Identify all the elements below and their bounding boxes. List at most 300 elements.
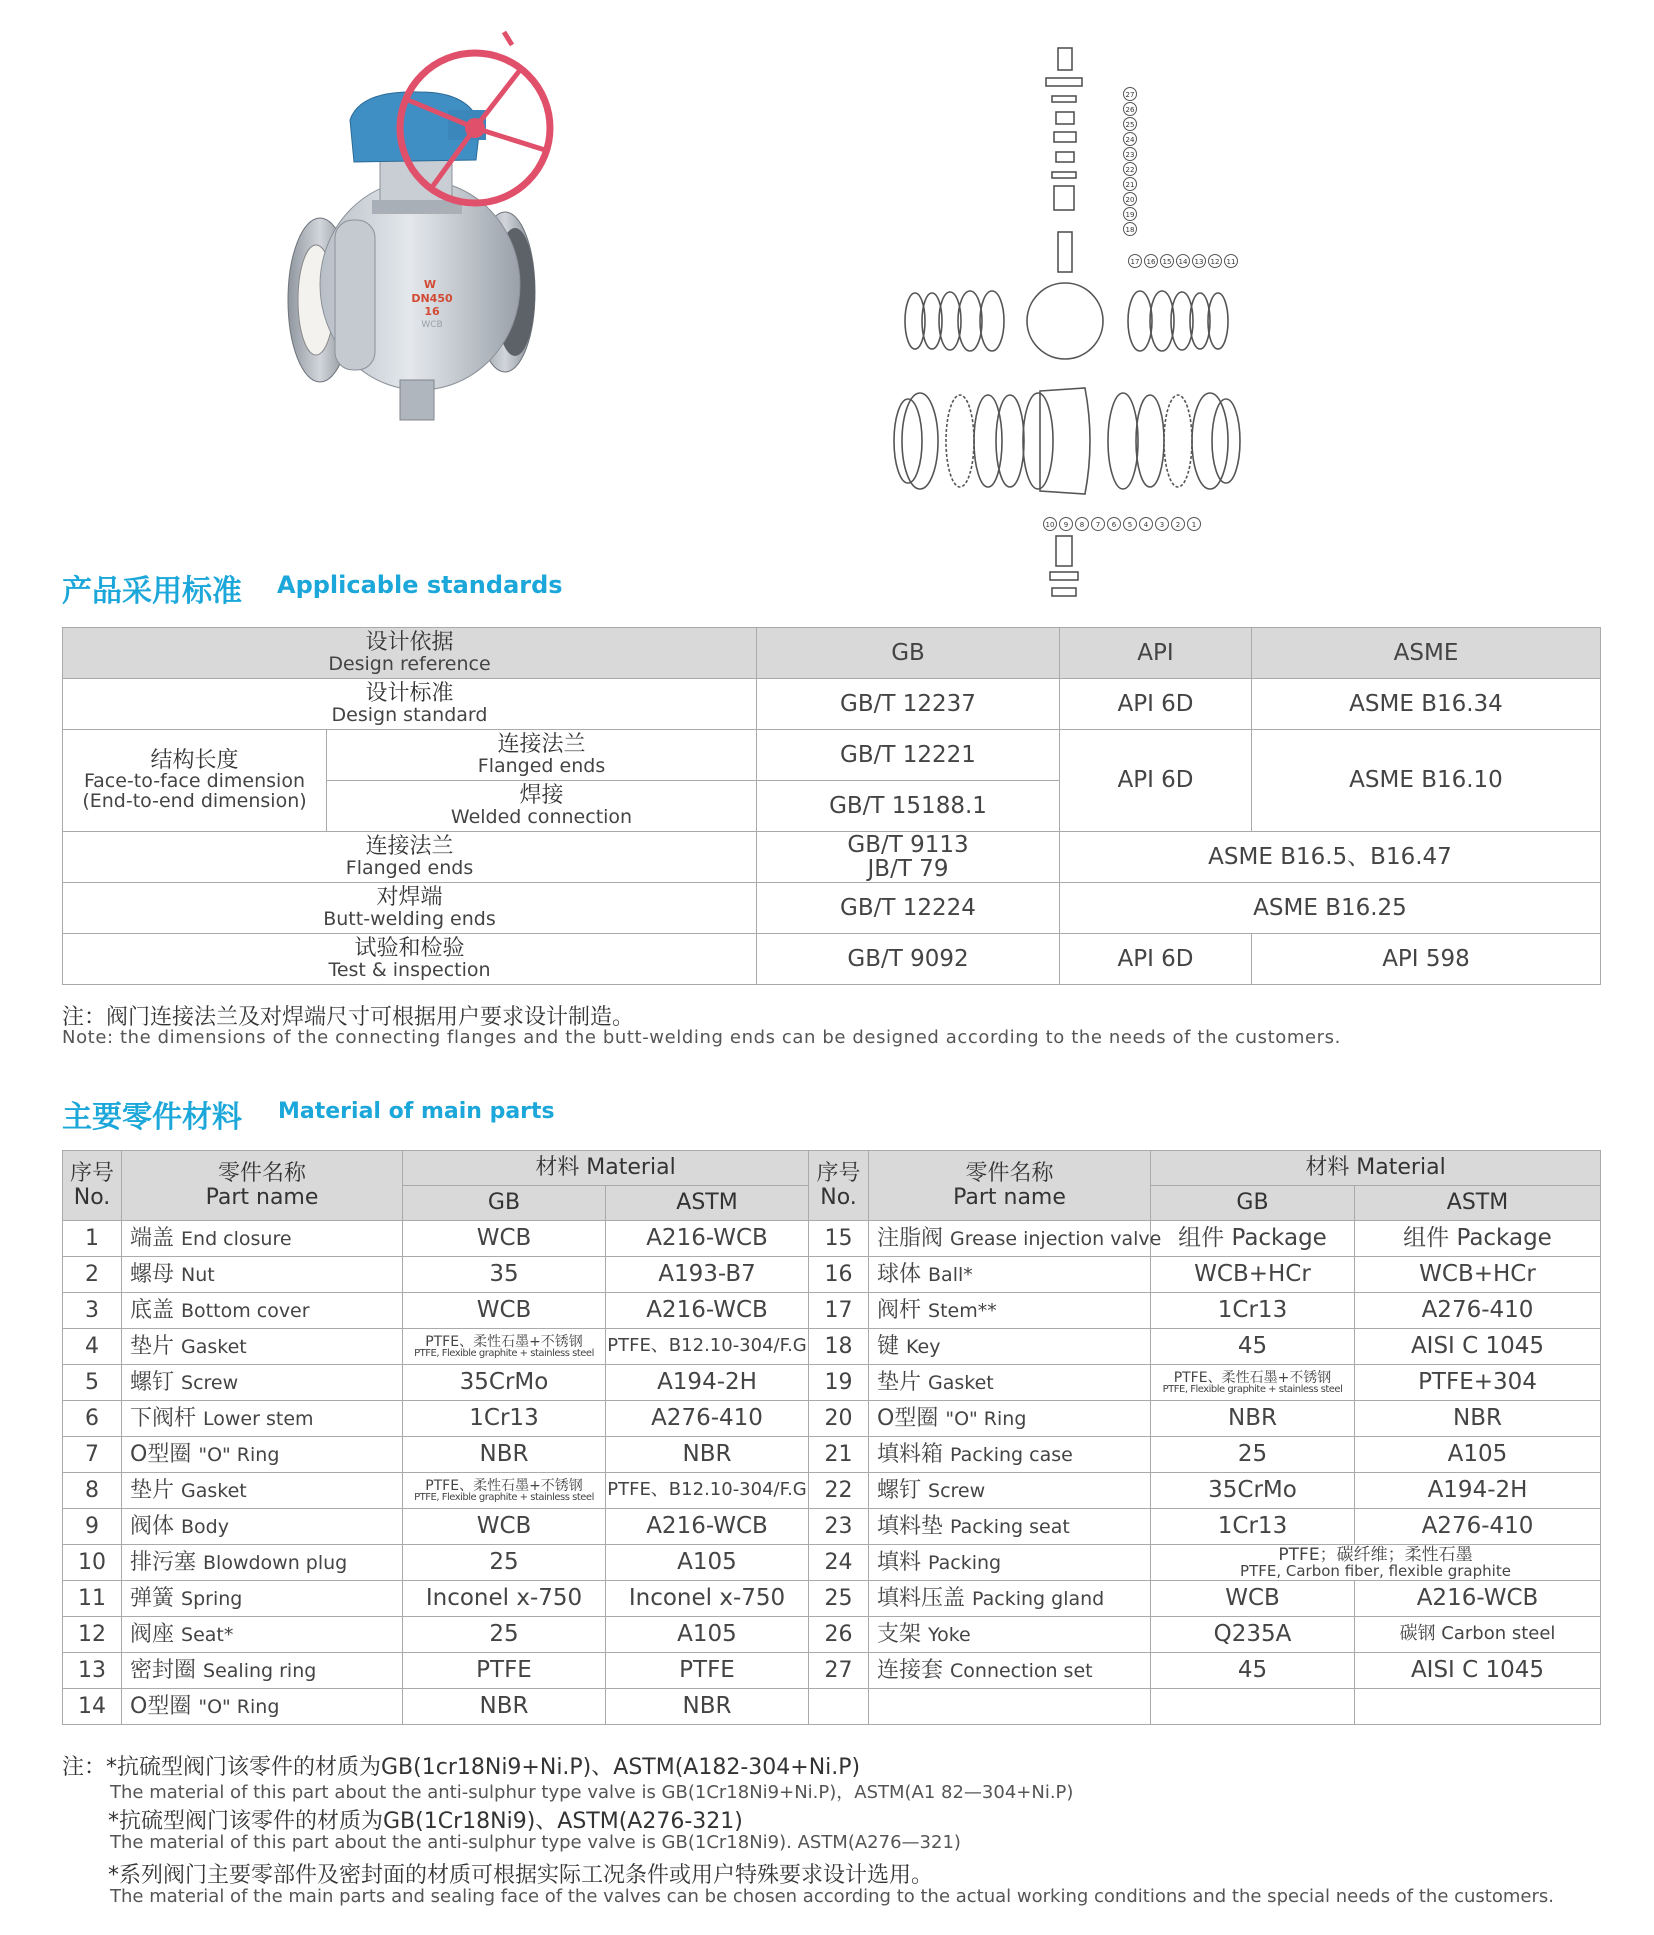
materials-body bbox=[63, 1221, 1601, 1725]
part-name-cn: 阀座 bbox=[130, 1621, 175, 1647]
standards-header-row bbox=[63, 628, 1601, 679]
part-name-cn: 键 bbox=[877, 1333, 900, 1359]
test-label bbox=[63, 934, 757, 985]
materials-table bbox=[62, 1150, 1601, 1725]
part-name-en: Yoke bbox=[928, 1623, 971, 1646]
part-no: 3 bbox=[63, 1293, 122, 1329]
note-1-cn: 注：*抗硫型阀门该零件的材质为GB(1cr18Ni9+Ni.P)、ASTM(A182-304+Ni.P) bbox=[62, 1755, 861, 1780]
material-span bbox=[1151, 1545, 1601, 1581]
header-material-right: 材料 Material bbox=[1151, 1151, 1601, 1186]
material-gb-cn: PTFE、柔性石墨+不锈钢 bbox=[425, 1477, 583, 1494]
callout-label: 8 bbox=[1079, 521, 1085, 529]
note-1-en: The material of this part about the anti-sulphur type valve is GB(1Cr18Ni9+Ni.P)，ASTM(A1 82—304+Ni.P) bbox=[110, 1782, 1074, 1803]
part-no: 11 bbox=[63, 1581, 122, 1617]
part-name-en: Packing case bbox=[950, 1443, 1073, 1466]
callout-label: 4 bbox=[1143, 521, 1149, 529]
butt-gb: GB/T 12224 bbox=[757, 883, 1060, 934]
callout-label: 15 bbox=[1162, 258, 1172, 266]
f2f-flanged-en: Flanged ends bbox=[477, 754, 606, 777]
exploded-view-graphic bbox=[880, 36, 1310, 616]
materials-title-cn: 主要零件材料 bbox=[62, 1100, 242, 1135]
exploded-view bbox=[880, 36, 1310, 616]
part-name-cn: 阀体 bbox=[130, 1513, 175, 1539]
flanged-gb2: JB/T 79 bbox=[867, 856, 949, 882]
part-name-cn: O型圈 bbox=[130, 1693, 192, 1719]
part-no: 27 bbox=[809, 1653, 869, 1689]
part-name-cell bbox=[122, 1257, 403, 1293]
material-gb: WCB+HCr bbox=[1151, 1257, 1355, 1293]
part-name-cn: 底盖 bbox=[130, 1297, 175, 1323]
material-gb: Q235A bbox=[1151, 1617, 1355, 1653]
part-name-en: Screw bbox=[928, 1479, 986, 1502]
header-part-en: Part name bbox=[205, 1184, 319, 1210]
part-no: 22 bbox=[809, 1473, 869, 1509]
material-gb bbox=[1151, 1365, 1355, 1401]
header-part-en-r: Part name bbox=[953, 1184, 1066, 1210]
standards-table bbox=[62, 627, 1601, 985]
part-name-cell bbox=[869, 1221, 1162, 1257]
part-name-cell bbox=[122, 1473, 403, 1509]
part-no: 10 bbox=[63, 1545, 122, 1581]
material-astm: A105 bbox=[606, 1617, 809, 1653]
header-part-cn-r: 零件名称 bbox=[965, 1161, 1054, 1187]
valve-photo-graphic bbox=[280, 30, 660, 440]
part-name-en: "O" Ring bbox=[198, 1695, 280, 1718]
materials-row bbox=[63, 1365, 1601, 1401]
part-no: 18 bbox=[809, 1329, 869, 1365]
material-gb: 35CrMo bbox=[403, 1365, 606, 1401]
material-astm: A276-410 bbox=[1355, 1293, 1601, 1329]
header-design-reference bbox=[63, 628, 757, 679]
test-asme: API 598 bbox=[1252, 934, 1601, 985]
materials-row bbox=[63, 1653, 1601, 1689]
materials-row bbox=[63, 1437, 1601, 1473]
butt-label bbox=[63, 883, 757, 934]
header-ref-cn: 设计依据 bbox=[365, 630, 454, 656]
standards-title-cn: 产品采用标准 bbox=[62, 574, 242, 609]
design-cn: 设计标准 bbox=[365, 681, 454, 707]
callout-label: 24 bbox=[1125, 136, 1135, 144]
part-name-cell bbox=[869, 1293, 1151, 1329]
header-gb: GB bbox=[757, 628, 1060, 679]
part-name-cn: 支架 bbox=[877, 1621, 922, 1647]
material-astm: PTFE bbox=[606, 1653, 809, 1689]
header-no-cn-r: 序号 bbox=[816, 1161, 861, 1187]
callouts-mid bbox=[1129, 255, 1238, 268]
material-astm: NBR bbox=[1355, 1401, 1601, 1437]
part-name-cell bbox=[122, 1437, 403, 1473]
part-name-cn: 下阀杆 bbox=[130, 1405, 197, 1431]
part-name-cn: 螺钉 bbox=[877, 1477, 922, 1503]
header-no-left bbox=[63, 1151, 122, 1221]
part-no: 4 bbox=[63, 1329, 122, 1365]
part-name-cell bbox=[869, 1617, 1151, 1653]
part-name-cn: 阀杆 bbox=[877, 1297, 922, 1323]
part-name-en: Nut bbox=[181, 1263, 215, 1286]
row-f2f-flanged bbox=[63, 730, 1601, 781]
header-astm-left: ASTM bbox=[606, 1186, 809, 1221]
material-gb: WCB bbox=[1151, 1581, 1355, 1617]
callout-label: 10 bbox=[1045, 521, 1055, 529]
material-astm: A216-WCB bbox=[606, 1293, 809, 1329]
f2f-asme: ASME B16.10 bbox=[1252, 730, 1601, 832]
material-astm: 组件 Package bbox=[1355, 1221, 1601, 1257]
part-name-cell bbox=[122, 1329, 403, 1365]
part-name-cell bbox=[869, 1545, 1151, 1581]
part-name-cn: 连接套 bbox=[877, 1657, 944, 1683]
material-gb: WCB bbox=[403, 1293, 606, 1329]
part-name-en: Packing gland bbox=[972, 1587, 1105, 1610]
callout-label: 7 bbox=[1095, 521, 1101, 529]
test-api: API 6D bbox=[1060, 934, 1252, 985]
part-name-cn: 填料垫 bbox=[877, 1513, 944, 1539]
material-astm: A276-410 bbox=[1355, 1509, 1601, 1545]
materials-row bbox=[63, 1545, 1601, 1581]
material-gb: 25 bbox=[403, 1545, 606, 1581]
part-no: 8 bbox=[63, 1473, 122, 1509]
flanged-cn: 连接法兰 bbox=[365, 834, 454, 860]
header-material-left: 材料 Material bbox=[403, 1151, 809, 1186]
materials-row bbox=[63, 1473, 1601, 1509]
material-span-cn: PTFE；碳纤维；柔性石墨 bbox=[1278, 1544, 1473, 1565]
material-gb: 1Cr13 bbox=[1151, 1509, 1355, 1545]
empty-cell bbox=[809, 1689, 869, 1725]
material-astm: A216-WCB bbox=[1355, 1581, 1601, 1617]
part-name-cell bbox=[869, 1653, 1151, 1689]
callout-label: 27 bbox=[1125, 91, 1135, 99]
part-name-en: Seat* bbox=[181, 1623, 234, 1646]
callout-label: 6 bbox=[1111, 521, 1117, 529]
callout-label: 25 bbox=[1125, 121, 1135, 129]
material-astm: Inconel x-750 bbox=[606, 1581, 809, 1617]
materials-row bbox=[63, 1617, 1601, 1653]
material-astm: PTFE、B12.10-304/F.G bbox=[606, 1473, 809, 1509]
part-name-cn: 球体 bbox=[877, 1261, 922, 1287]
part-name-en: Bottom cover bbox=[181, 1299, 310, 1322]
header-no-cn: 序号 bbox=[69, 1161, 114, 1187]
material-gb: NBR bbox=[403, 1689, 606, 1725]
materials-row bbox=[63, 1293, 1601, 1329]
part-name-cn: 端盖 bbox=[130, 1225, 175, 1251]
material-astm: A105 bbox=[1355, 1437, 1601, 1473]
part-name-cell bbox=[122, 1293, 403, 1329]
part-no: 15 bbox=[809, 1221, 869, 1257]
part-name-cn: 填料 bbox=[877, 1549, 922, 1575]
design-en: Design standard bbox=[331, 703, 488, 726]
part-name-en: Screw bbox=[181, 1371, 239, 1394]
part-name-en: Spring bbox=[181, 1587, 243, 1610]
test-en: Test & inspection bbox=[328, 958, 491, 981]
callout-label: 5 bbox=[1127, 521, 1133, 529]
part-name-en: Gasket bbox=[928, 1371, 994, 1394]
materials-notes bbox=[62, 1750, 1602, 1912]
header-part-right bbox=[869, 1151, 1151, 1221]
part-no: 12 bbox=[63, 1617, 122, 1653]
butt-en: Butt-welding ends bbox=[323, 907, 496, 930]
header-ref-en: Design reference bbox=[328, 652, 491, 675]
row-butt-welding bbox=[63, 883, 1601, 934]
material-gb: WCB bbox=[403, 1221, 606, 1257]
part-name-cn: O型圈 bbox=[130, 1441, 192, 1467]
butt-asme: ASME B16.25 bbox=[1060, 883, 1601, 934]
part-no: 24 bbox=[809, 1545, 869, 1581]
part-name-cn: 螺母 bbox=[130, 1261, 175, 1287]
part-name-cell bbox=[122, 1653, 403, 1689]
part-name-cell bbox=[869, 1365, 1151, 1401]
material-astm: PTFE、B12.10-304/F.G bbox=[606, 1329, 809, 1365]
empty-cell bbox=[1151, 1689, 1355, 1725]
material-astm: A193-B7 bbox=[606, 1257, 809, 1293]
standards-note-cn: 注：阀门连接法兰及对焊端尺寸可根据用户要求设计制造。 bbox=[62, 1005, 635, 1030]
part-name-cn: 螺钉 bbox=[130, 1369, 175, 1395]
empty-cell bbox=[1355, 1689, 1601, 1725]
callout-label: 9 bbox=[1063, 521, 1069, 529]
material-astm: AISI C 1045 bbox=[1355, 1329, 1601, 1365]
f2f-api: API 6D bbox=[1060, 730, 1252, 832]
test-cn: 试验和检验 bbox=[354, 936, 465, 962]
f2f-en2: (End-to-end dimension) bbox=[82, 790, 307, 813]
material-astm: A105 bbox=[606, 1545, 809, 1581]
row-flanged-ends bbox=[63, 832, 1601, 883]
part-no: 26 bbox=[809, 1617, 869, 1653]
material-astm: A276-410 bbox=[606, 1401, 809, 1437]
callout-label: 3 bbox=[1159, 521, 1165, 529]
material-gb: NBR bbox=[403, 1437, 606, 1473]
materials-row bbox=[63, 1509, 1601, 1545]
part-name-cell bbox=[869, 1401, 1151, 1437]
f2f-welded-label bbox=[327, 781, 757, 832]
part-name-cn: O型圈 bbox=[877, 1405, 939, 1431]
part-name-cell bbox=[869, 1437, 1151, 1473]
material-gb: 25 bbox=[1151, 1437, 1355, 1473]
callout-label: 18 bbox=[1125, 226, 1135, 234]
part-no: 16 bbox=[809, 1257, 869, 1293]
part-no: 25 bbox=[809, 1581, 869, 1617]
f2f-flanged-gb: GB/T 12221 bbox=[757, 730, 1060, 781]
material-gb bbox=[403, 1329, 606, 1365]
callouts-bot bbox=[1044, 518, 1201, 531]
callout-label: 14 bbox=[1178, 258, 1188, 266]
part-name-cell bbox=[869, 1509, 1151, 1545]
material-gb-cn: PTFE、柔性石墨+不锈钢 bbox=[425, 1333, 583, 1350]
note-2-en: The material of this part about the anti-sulphur type valve is GB(1Cr18Ni9). ASTM(A276—321) bbox=[110, 1832, 961, 1853]
header-gb-right: GB bbox=[1151, 1186, 1355, 1221]
callout-label: 19 bbox=[1125, 211, 1135, 219]
material-gb: 组件 Package bbox=[1151, 1221, 1355, 1257]
note-3-en: The material of the main parts and sealing face of the valves can be chosen according to the actual working conditions and the special needs of the customers. bbox=[110, 1886, 1554, 1907]
material-gb: 25 bbox=[403, 1617, 606, 1653]
part-name-en: Grease injection valve bbox=[950, 1227, 1162, 1250]
empty-cell bbox=[869, 1689, 1151, 1725]
callout-label: 22 bbox=[1125, 166, 1135, 174]
callout-label: 21 bbox=[1125, 181, 1135, 189]
part-no: 13 bbox=[63, 1653, 122, 1689]
part-no: 1 bbox=[63, 1221, 122, 1257]
callout-label: 13 bbox=[1194, 258, 1204, 266]
f2f-welded-en: Welded connection bbox=[450, 805, 633, 828]
callout-label: 23 bbox=[1125, 151, 1135, 159]
design-asme: ASME B16.34 bbox=[1252, 679, 1601, 730]
header-part-cn: 零件名称 bbox=[217, 1161, 306, 1187]
header-astm-right: ASTM bbox=[1355, 1186, 1601, 1221]
butt-cn: 对焊端 bbox=[376, 885, 443, 911]
part-name-cell bbox=[869, 1581, 1151, 1617]
part-name-en: End closure bbox=[181, 1227, 292, 1250]
part-name-en: Lower stem bbox=[203, 1407, 314, 1430]
materials-row bbox=[63, 1401, 1601, 1437]
part-name-en: Packing seat bbox=[950, 1515, 1070, 1538]
material-gb bbox=[403, 1473, 606, 1509]
part-no: 5 bbox=[63, 1365, 122, 1401]
standards-title-en: Applicable standards bbox=[277, 571, 563, 599]
f2f-cn: 结构长度 bbox=[150, 748, 239, 774]
material-gb: 35CrMo bbox=[1151, 1473, 1355, 1509]
note-2-cn: *抗硫型阀门该零件的材质为GB(1Cr18Ni9)、ASTM(A276-321) bbox=[108, 1809, 743, 1834]
material-gb-en: PTFE, Flexible graphite + stainless steel bbox=[414, 1491, 594, 1503]
part-name-cell bbox=[869, 1473, 1151, 1509]
material-astm: NBR bbox=[606, 1689, 809, 1725]
material-astm: NBR bbox=[606, 1437, 809, 1473]
flanged-asme: ASME B16.5、B16.47 bbox=[1060, 832, 1601, 883]
marking-pressure: 16 bbox=[424, 305, 440, 318]
part-name-en: Packing bbox=[928, 1551, 1002, 1574]
part-name-cn: 弹簧 bbox=[130, 1585, 175, 1611]
callout-label: 20 bbox=[1125, 196, 1135, 204]
callouts-top bbox=[1124, 88, 1137, 236]
flanged-label bbox=[63, 832, 757, 883]
part-name-cn: 垫片 bbox=[877, 1369, 922, 1395]
header-no-en: No. bbox=[73, 1184, 111, 1210]
part-no: 20 bbox=[809, 1401, 869, 1437]
part-name-cell bbox=[869, 1329, 1151, 1365]
part-no: 17 bbox=[809, 1293, 869, 1329]
material-gb: 45 bbox=[1151, 1329, 1355, 1365]
part-name-cell bbox=[122, 1221, 403, 1257]
part-name-en: Gasket bbox=[181, 1479, 247, 1502]
valve-photo bbox=[280, 30, 660, 440]
part-name-en: "O" Ring bbox=[198, 1443, 280, 1466]
part-name-en: Key bbox=[906, 1335, 941, 1358]
material-astm: PTFE+304 bbox=[1355, 1365, 1601, 1401]
part-name-en: Connection set bbox=[950, 1659, 1093, 1682]
material-gb: WCB bbox=[403, 1509, 606, 1545]
part-name-en: "O" Ring bbox=[945, 1407, 1027, 1430]
part-name-cn: 排污塞 bbox=[130, 1549, 197, 1575]
header-no-right bbox=[809, 1151, 869, 1221]
design-gb: GB/T 12237 bbox=[757, 679, 1060, 730]
part-name-cn: 垫片 bbox=[130, 1477, 175, 1503]
part-no: 21 bbox=[809, 1437, 869, 1473]
material-astm: A216-WCB bbox=[606, 1509, 809, 1545]
material-astm: AISI C 1045 bbox=[1355, 1653, 1601, 1689]
materials-row bbox=[63, 1581, 1601, 1617]
part-no: 23 bbox=[809, 1509, 869, 1545]
part-no: 7 bbox=[63, 1437, 122, 1473]
test-gb: GB/T 9092 bbox=[757, 934, 1060, 985]
header-gb-left: GB bbox=[403, 1186, 606, 1221]
f2f-welded-cn: 焊接 bbox=[519, 783, 564, 809]
part-name-en: Sealing ring bbox=[203, 1659, 317, 1682]
design-api: API 6D bbox=[1060, 679, 1252, 730]
materials-title-en: Material of main parts bbox=[278, 1099, 555, 1124]
flanged-gb bbox=[757, 832, 1060, 883]
material-astm: A194-2H bbox=[606, 1365, 809, 1401]
materials-row bbox=[63, 1221, 1601, 1257]
part-name-cell bbox=[122, 1401, 403, 1437]
material-gb: 1Cr13 bbox=[1151, 1293, 1355, 1329]
f2f-en1: Face-to-face dimension bbox=[83, 770, 306, 793]
part-no: 19 bbox=[809, 1365, 869, 1401]
marking-material: WCB bbox=[421, 320, 443, 330]
part-no: 6 bbox=[63, 1401, 122, 1437]
callout-label: 17 bbox=[1130, 258, 1140, 266]
f2f-label bbox=[63, 730, 327, 832]
materials-row bbox=[63, 1257, 1601, 1293]
material-astm: A194-2H bbox=[1355, 1473, 1601, 1509]
materials-row bbox=[63, 1329, 1601, 1365]
callout-label: 1 bbox=[1191, 521, 1197, 529]
part-name-cell bbox=[122, 1365, 403, 1401]
material-gb: 45 bbox=[1151, 1653, 1355, 1689]
material-gb: Inconel x-750 bbox=[403, 1581, 606, 1617]
note-3-cn: *系列阀门主要零部件及密封面的材质可根据实际工况条件或用户特殊要求设计选用。 bbox=[108, 1863, 934, 1888]
material-gb: NBR bbox=[1151, 1401, 1355, 1437]
flanged-gb1: GB/T 9113 bbox=[847, 831, 969, 858]
part-name-en: Stem** bbox=[928, 1299, 997, 1322]
material-gb: 35 bbox=[403, 1257, 606, 1293]
part-name-cn: 密封圈 bbox=[130, 1657, 197, 1683]
f2f-welded-gb: GB/T 15188.1 bbox=[757, 781, 1060, 832]
material-gb: 1Cr13 bbox=[403, 1401, 606, 1437]
part-name-cell bbox=[122, 1545, 403, 1581]
standards-note-en: Note: the dimensions of the connecting flanges and the butt-welding ends can be designed according to the needs of the customers. bbox=[62, 1027, 1341, 1048]
design-standard-label bbox=[63, 679, 757, 730]
part-name-cell bbox=[122, 1509, 403, 1545]
part-name-en: Blowdown plug bbox=[203, 1551, 348, 1574]
material-gb-cn: PTFE、柔性石墨+不锈钢 bbox=[1173, 1369, 1332, 1386]
row-design-standard bbox=[63, 679, 1601, 730]
part-name-cell bbox=[122, 1689, 403, 1725]
marking-size: DN450 bbox=[411, 292, 453, 305]
part-no: 9 bbox=[63, 1509, 122, 1545]
material-gb-en: PTFE, Flexible graphite + stainless steel bbox=[414, 1347, 594, 1359]
callout-label: 26 bbox=[1125, 106, 1135, 114]
part-name-cell bbox=[122, 1617, 403, 1653]
part-name-en: Body bbox=[181, 1515, 229, 1538]
row-test-inspection bbox=[63, 934, 1601, 985]
material-astm: 碳钢 Carbon steel bbox=[1355, 1617, 1601, 1653]
part-name-cn: 注脂阀 bbox=[877, 1225, 944, 1251]
part-name-cn: 垫片 bbox=[130, 1333, 175, 1359]
part-name-cn: 填料压盖 bbox=[877, 1585, 966, 1611]
part-no: 2 bbox=[63, 1257, 122, 1293]
f2f-flanged-label bbox=[327, 730, 757, 781]
flanged-en: Flanged ends bbox=[345, 856, 474, 879]
header-api: API bbox=[1060, 628, 1252, 679]
part-name-cn: 填料箱 bbox=[877, 1441, 944, 1467]
header-part-left bbox=[122, 1151, 403, 1221]
f2f-flanged-cn: 连接法兰 bbox=[497, 732, 586, 758]
material-astm: A216-WCB bbox=[606, 1221, 809, 1257]
materials-row bbox=[63, 1689, 1601, 1725]
marking-brand: W bbox=[423, 278, 437, 291]
materials-header-row-1 bbox=[63, 1151, 1601, 1186]
part-no: 14 bbox=[63, 1689, 122, 1725]
part-name-cell bbox=[869, 1257, 1151, 1293]
part-name-cell bbox=[122, 1581, 403, 1617]
material-astm: WCB+HCr bbox=[1355, 1257, 1601, 1293]
callout-label: 2 bbox=[1175, 521, 1181, 529]
